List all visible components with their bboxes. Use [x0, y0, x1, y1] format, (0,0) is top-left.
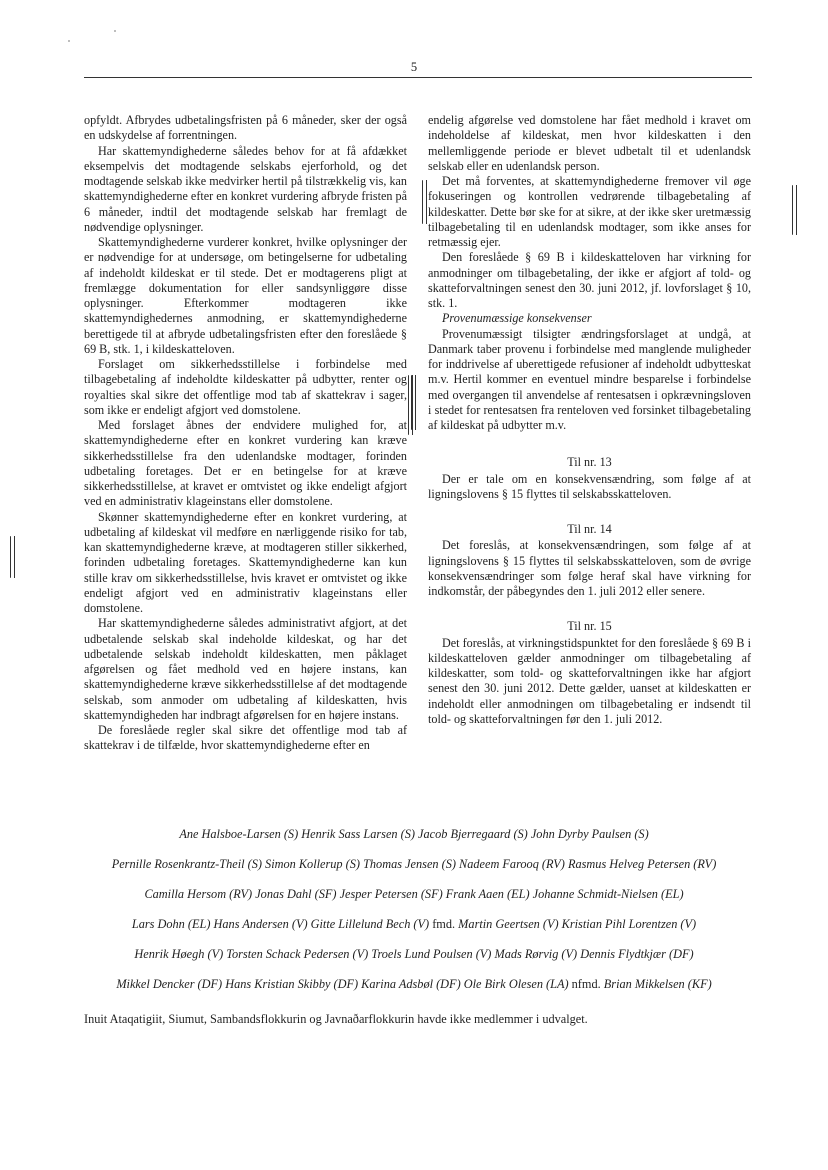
signature-names: Martin Geertsen (V) Kristian Pihl Lorentzen (V) [458, 917, 697, 931]
section-heading: Til nr. 14 [567, 522, 612, 536]
paragraph: Provenumæssigt tilsigter ændringsforslaget at undgå, at Danmark taber provenu i forbindelse med manglende muligheder for inddrivelse af uberettigede refusioner af indeholdt udbytteskat m.v. Hertil kommer en eventuel mindre besparelse i forbindelse med overgangen til anvendelse af rentesatsen i opkrævningsloven i stedet for rentesatsen fra renteloven ved forsinket tilbagebetaling af kildeskat på udbytter m.v. [428, 326, 751, 432]
margin-mark [412, 375, 413, 435]
paragraph: Har skattemyndighederne således administrativt afgjort, at det udbetalende selskab skal indeholde kildeskat, og har det udbetalende selskab indeholdt kildeskatten, men påklaget afgørelsen og fået medhold ved en højere instans, kan skattemyndighederne kræve sikkerhedsstillelse af det modtagende selskab, som anmoder om udbetaling af kildeskatten, hvis skattemyndigheden har indbragt afgørelsen for en højere instans. [84, 616, 407, 722]
signature-names: Lars Dohn (EL) Hans Andersen (V) Gitte Lillelund Bech (V) [131, 917, 430, 931]
paragraph: Det foreslås, at konsekvensændringen, som følge af at ligningslovens § 15 flyttes til selskabsskatteloven, som de øvrige konsekvensændringer som følge heraf skal have virkning for indkomstår, der påbegyndes den 1. juli 2012 eller senere. [428, 538, 751, 598]
scan-speck [114, 30, 116, 32]
paragraph: Skønner skattemyndighederne efter en konkret vurdering, at udbetaling af kildeskat vil medføre en nærliggende risiko for tab, kan skattemyndighederne kræve, at modtageren stiller sikkerhed, forinden udbetaling foretages. Skattemyndighederne kan kun stille krav om sikkerhedsstillelse, hvis kravet er omtvistet og ikke endeligt afgjort ved en administrativ klageinstans eller domstolene. [84, 509, 407, 615]
margin-mark [415, 375, 416, 430]
paragraph: Har skattemyndighederne således behov for at få afdækket eksempelvis det modtagende selskabs ejerforhold, og det modtagende selskab ikke medvirker hertil på tilstrækkelig vis, kan skattemyndighederne efter en konkret vurdering afbryde fristen på 6 måneder, indtil det modtagende selskab har fremlagt de nødvendige oplysninger. [84, 143, 407, 234]
footnote: Inuit Ataqatigiit, Siumut, Sambandsflokkurin og Javnaðarflokkurin havde ikke medlemmer i udvalget. [84, 1012, 588, 1026]
paragraph: Skattemyndighederne vurderer konkret, hvilke oplysninger der er nødvendige for at undersøge, om betingelserne for udbetaling af indeholdt kildeskat er til stede. Det er modtagerens pligt at fremlægge dokumentation for eller sandsynliggøre disse oplysninger. Efterkommer modtageren ikke skattemyndighedernes anmodning, er skattemyndighederne berettigede til at afbryde udbetalingsfristen efter den foreslåede § 69 B, stk. 1, i kildeskatteloven. [84, 235, 407, 356]
paragraph: Det foreslås, at virkningstidspunktet for den foreslåede § 69 B i kildeskatteloven gælder anmodninger om tilbagebetaling af kildeskatter, som told- og skatteforvaltningen ikke har afgjort senest den 30. juni 2012. Dette gælder, uanset at kildeskatten er indeholdt eller anmodningen om tilbagebetaling er indsendt til told- og skatteforvaltningen før den 1. juli 2012. [428, 635, 751, 726]
paragraph: Det må forventes, at skattemyndighederne fremover vil øge fokuseringen og kontrollen vedrørende tilbagebetaling af kildeskatter. Dette bør ske for at sikre, at der ikke sker uretmæssig tilbagebetaling til en udenlandsk modtager, som ikke anses for retmæssig ejer. [428, 174, 751, 249]
section-subheading: Provenumæssige konsekvenser [442, 311, 592, 326]
signature-line [60, 975, 768, 1005]
header-rule [84, 77, 752, 78]
paragraph: endelig afgørelse ved domstolene har fået medhold i kravet om indeholdelse af kildeskat, men hvor kildeskatten i den mellemliggende periode er blevet udbetalt til et udenlandsk selskab eller en udenlandsk person. [428, 113, 751, 173]
signature-line: Ane Halsboe-Larsen (S) Henrik Sass Larsen (S) Jacob Bjerregaard (S) John Dyrby Paulsen (S) [179, 827, 649, 841]
left-column [84, 113, 407, 754]
chair-label: fmd. [429, 917, 459, 931]
paragraph: opfyldt. Afbrydes udbetalingsfristen på 6 måneder, sker der også en udskydelse af forrentningen. [84, 113, 407, 143]
section-heading: Til nr. 15 [567, 619, 612, 634]
paragraph: Med forslaget åbnes der endvidere mulighed for, at skattemyndighederne efter en konkret vurdering kan kræve sikkerhedsstillelse fra den udenlandske modtager, forinden udbetaling foretages. Det er en betingelse for at kræve sikkerhedsstillelse, at kravet er omtvistet og ikke endeligt afgjort ved en administrativ klageinstans eller domstolene. [84, 418, 407, 509]
margin-mark [796, 185, 797, 235]
paragraph: Den foreslåede § 69 B i kildeskatteloven har virkning for anmodninger om tilbagebetaling, der ikke er afgjort af told- og skatteforvaltningen senest den 30. juni 2012, jf. lovforslaget § 10, stk. 1. [428, 250, 751, 310]
paragraph: Forslaget om sikkerhedsstillelse i forbindelse med tilbagebetaling af indeholdte kildeskatter på udbytter, renter og royalties skal sikre det offentlige mod tab af skattekrav i sager, som ikke er endeligt afgjort ved domstolene. [84, 357, 407, 417]
scan-speck [68, 40, 70, 42]
signature-line: Henrik Høegh (V) Torsten Schack Pedersen (V) Troels Lund Poulsen (V) Mads Rørvig (V) Dennis Flydtkjær (DF) [134, 947, 694, 961]
margin-mark [426, 180, 427, 224]
signature-line: Pernille Rosenkrantz-Theil (S) Simon Kollerup (S) Thomas Jensen (S) Nadeem Farooq (RV) Rasmus Helveg Petersen (RV) [111, 857, 717, 871]
signature-line: Camilla Hersom (RV) Jonas Dahl (SF) Jesper Petersen (SF) Frank Aaen (EL) Johanne Schmidt-Nielsen (EL) [144, 887, 684, 901]
section-heading: Til nr. 13 [567, 455, 612, 470]
signature-block [60, 825, 768, 1005]
paragraph: De foreslåede regler skal sikre det offentlige mod tab af skattekrav i de tilfælde, hvor skattemyndighederne efter en [84, 723, 407, 753]
signature-names: Mikkel Dencker (DF) Hans Kristian Skibby (DF) Karina Adsbøl (DF) Ole Birk Olesen (LA) [116, 977, 569, 991]
page-number: 5 [410, 60, 418, 74]
signature-names: Brian Mikkelsen (KF) [603, 977, 712, 991]
vice-chair-label: nfmd. [568, 977, 604, 991]
right-column [428, 113, 751, 727]
paragraph: Der er tale om en konsekvensændring, som følge af at ligningslovens § 15 flyttes til selskabsskatteloven. [428, 471, 751, 501]
signature-line [60, 915, 768, 945]
margin-mark [14, 536, 15, 578]
